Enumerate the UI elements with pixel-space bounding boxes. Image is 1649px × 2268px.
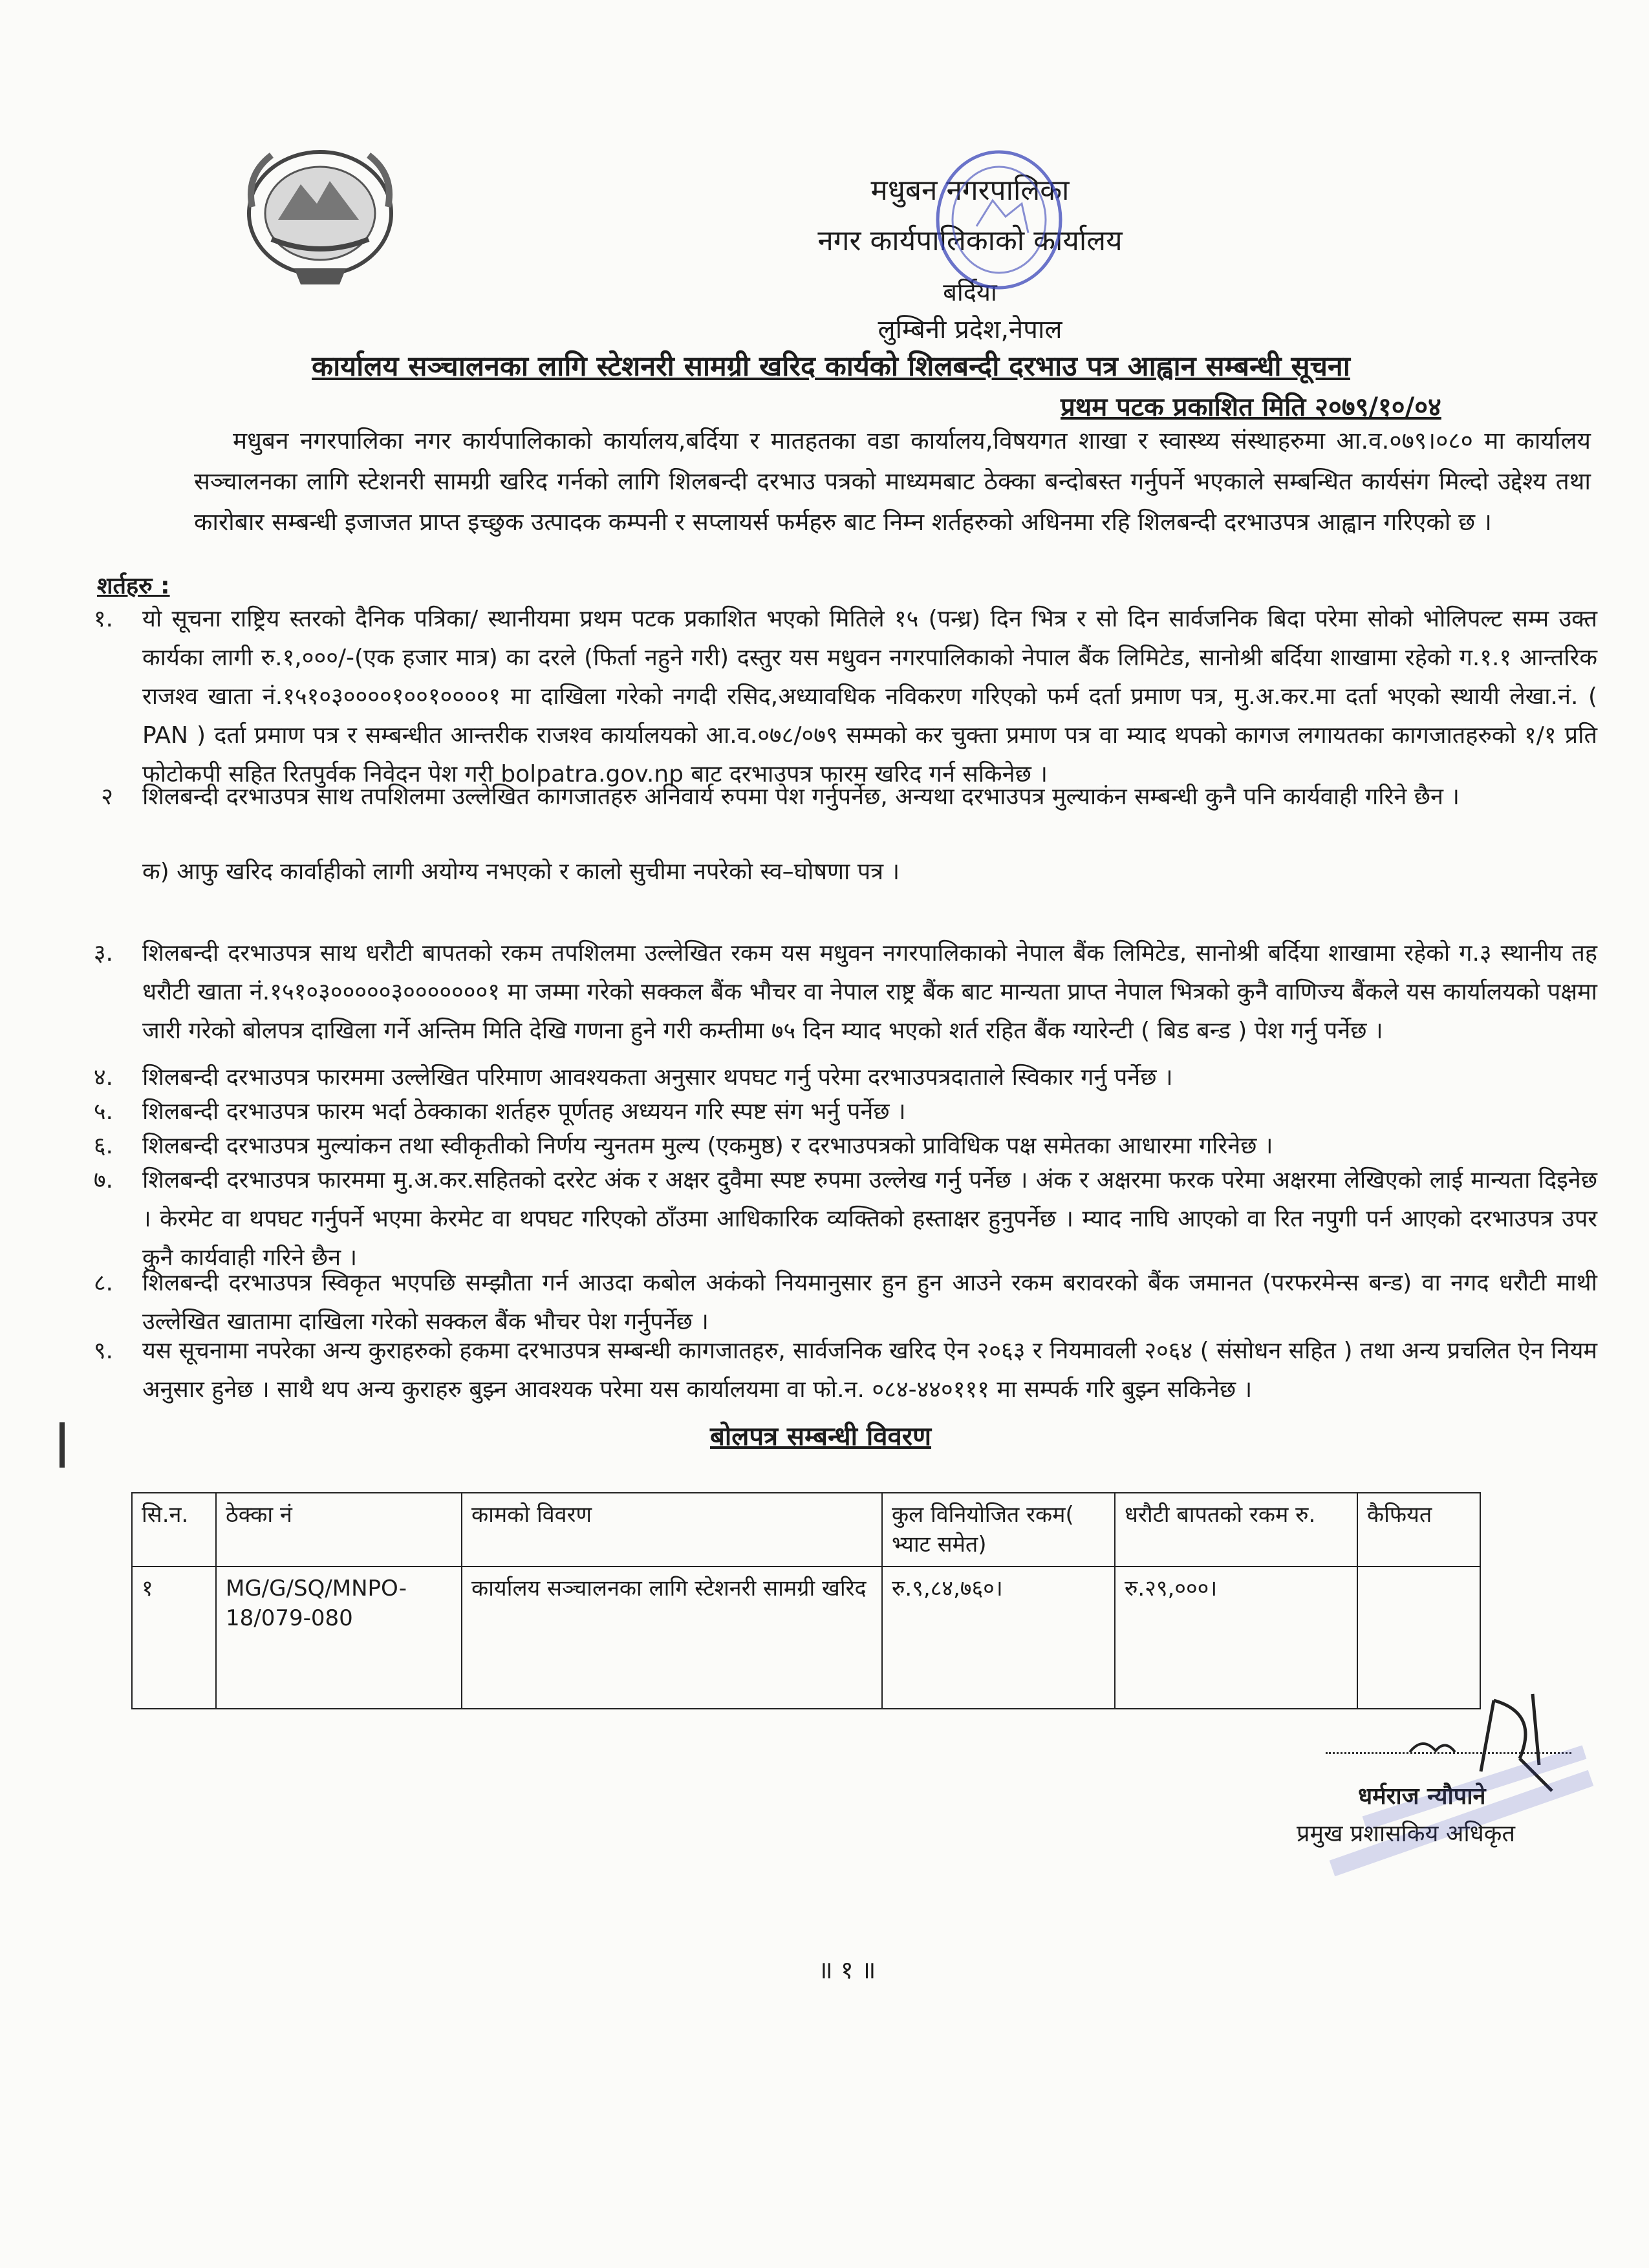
- term-text: शिलबन्दी दरभाउपत्र स्विकृत भएपछि सम्झौता गर्न आउदा कबोल अकंको नियमानुसार हुन हुन आउने रकम बरावरको बैंक जमानत (परफरमेन्स बन्ड) वा नगद धरौटी माथी उल्लेखित खातामा दाखिला गरेको सक्कल बैंक भौचर पेश गर्नुपर्नेछ ।: [142, 1270, 1597, 1335]
- office-name: मधुबन नगरपालिका: [870, 174, 1070, 207]
- term-number: ३.: [93, 940, 113, 967]
- term-number: १.: [93, 606, 113, 632]
- cell-contract-no: MG/G/SQ/MNPO-18/079-080: [216, 1567, 462, 1709]
- term-item: [101, 778, 1597, 817]
- term-text: यो सूचना राष्ट्रिय स्तरको दैनिक पत्रिका/ स्थानीयमा प्रथम पटक प्रकाशित भएको मितिले १५ (पन्ध्र) दिन भित्र र सो दिन सार्वजनिक बिदा परेमा सोको भोलिपल्ट सम्म उक्त कार्यका लागी रु.१,०००/-(एक हजार मात्र) का दरले (फिर्ता नहुने गरी) दस्तुर यस मधुवन नगरपालिकाको नेपाल बैंक लिमिटेड, सानोश्री बर्दिया शाखामा रहेको ग.१.१ आन्तरिक राजश्व खाता नं.१५१०३००००१००१००००१ मा दाखिला गरेको नगदी रसिद,अध्यावधिक नविकरण गरिएको फर्म दर्ता प्रमाण पत्र, मु.अ.कर.मा दर्ता भएको स्थायी लेखा.नं. ( PAN ) दर्ता प्रमाण पत्र र सम्बन्धीत आन्तरीक राजश्व कार्यालयको आ.व.०७८/०७९ सम्मको कर चुक्ता प्रमाण पत्र वा म्याद थपको कागज लगायतका कागजातहरुको १/१ प्रति फोटोकपी सहित रितपुर्वक निवेदन पेश गरी bolpatra.gov.np बाट दरभाउपत्र फारम खरिद गर्न सकिनेछ ।: [142, 606, 1597, 787]
- bid-details-table: [131, 1492, 1481, 1709]
- cell-serial: १: [132, 1567, 216, 1709]
- term-text: यस सूचनामा नपरेका अन्य कुराहरुको हकमा दरभाउपत्र सम्बन्धी कागजातहरु, सार्वजनिक खरिद ऐन २०६३ र नियमावली २०६४ ( संसोधन सहित ) तथा अन्य प्रचलित ऐन नियम अनुसार हुनेछ । साथै थप अन्य कुराहरु बुझ्न आवश्यक परेमा यस कार्यालयमा वा फो.न. ०८४-४४०१११ मा सम्पर्क गरि बुझ्न सकिनेछ ।: [142, 1338, 1597, 1403]
- term-item: [93, 1264, 1597, 1342]
- signer-name: धर्मराज न्यौपाने: [1358, 1783, 1486, 1810]
- district: बर्दिया: [943, 278, 997, 306]
- notice-title: कार्यालय सञ्चालनका लागि स्टेशनरी सामग्री खरिद कार्यको शिलबन्दी दरभाउ पत्र आह्वान सम्बन्धी सूचना: [312, 350, 1350, 383]
- term-text: शिलबन्दी दरभाउपत्र साथ तपशिलमा उल्लेखित कागजातहरु अनिवार्य रुपमा पेश गर्नुपर्नेछ, अन्यथा दरभाउपत्र मुल्याकंन सम्बन्धी कुनै पनि कार्यवाही गरिने छैन ।: [142, 784, 1460, 810]
- col-total-amount: कुल विनियोजित रकम( भ्याट समेत): [882, 1493, 1115, 1567]
- term-number: ८.: [93, 1270, 113, 1296]
- term-number: ९.: [93, 1338, 113, 1364]
- intro-paragraph: मधुबन नगरपालिका नगर कार्यपालिकाको कार्यालय,बर्दिया र मातहतका वडा कार्यालय,विषयगत शाखा र स्वास्थ्य संस्थाहरुमा आ.व.०७९।०८० मा कार्यालय सञ्चालनका लागि स्टेशनरी सामग्री खरिद गर्नको लागि शिलबन्दी दरभाउ पत्रको माध्यमबाट ठेक्का बन्दोबस्त गर्नुपर्ने भएकाले सम्बन्धित कार्यसंग मिल्दो उद्देश्य तथा कारोबार सम्बन्धी इजाजत प्राप्त इच्छुक उत्पादक कम्पनी र सप्लायर्स फर्महरु बाट निम्न शर्तहरुको अधिनमा रहि शिलबन्दी दरभाउपत्र आह्वान गरिएको छ ।: [194, 427, 1591, 536]
- term-text: शिलबन्दी दरभाउपत्र फारम भर्दा ठेक्काका शर्तहरु पूर्णतह अध्ययन गरि स्पष्ट संग भर्नु पर्नेछ ।: [142, 1098, 906, 1125]
- term-number: २: [101, 784, 113, 810]
- term-item: [93, 1093, 1597, 1131]
- signer-title: प्रमुख प्रशासकिय अधिकृत: [1297, 1821, 1515, 1847]
- table-header-row: [132, 1493, 1480, 1567]
- cell-deposit: रु.२९,०००।: [1115, 1567, 1357, 1709]
- col-serial: सि.न.: [132, 1493, 216, 1567]
- term-item: [93, 1127, 1597, 1166]
- office-stamp-icon: [931, 142, 1067, 330]
- terms-heading: शर्तहरु :: [97, 573, 170, 599]
- term-item: [93, 600, 1597, 794]
- term-text: शिलबन्दी दरभाउपत्र साथ धरौटी बापतको रकम तपशिलमा उल्लेखित रकम यस मधुवन नगरपालिकाको नेपाल बैंक लिमिटेड, सानोश्री बर्दिया शाखामा रहेको ग.३ स्थानीय तह धरौटी खाता नं.१५१०३०००००३०००००००१ मा जम्मा गरेको सक्कल बैंक भौचर वा नेपाल राष्ट्र बैंक बाट मान्यता प्राप्त नेपाल भित्रको कुनै वाणिज्य बैंकले यस कार्यालयको पक्षमा जारी गरेको बोलपत्र दाखिला गर्ने अन्तिम मिति देखि गणना हुने गरी कम्तीमा ७५ दिन म्याद भएको शर्त रहित बैंक ग्यारेन्टी ( बिड बन्ड ) पेश गर्नु पर्नेछ ।: [142, 940, 1597, 1044]
- term-text: शिलबन्दी दरभाउपत्र मुल्यांकन तथा स्वीकृतीको निर्णय न्युनतम मुल्य (एकमुष्ठ) र दरभाउपत्रको प्राविधिक पक्ष समेतका आधारमा गरिनेछ ।: [142, 1133, 1273, 1159]
- margin-mark: [59, 1422, 65, 1468]
- cell-total-amount: रु.९,८४,७६०।: [882, 1567, 1115, 1709]
- sub-item: क) आफु खरिद कार्वाहीको लागी अयोग्य नभएको र कालो सुचीमा नपरेको स्व–घोषणा पत्र ।: [142, 859, 900, 885]
- table-row: [132, 1567, 1480, 1709]
- col-remarks: कैफियत: [1357, 1493, 1480, 1567]
- term-item: [93, 934, 1597, 1051]
- bid-table-title: बोलपत्र सम्बन्धी विवरण: [710, 1422, 932, 1451]
- col-description: कामको विवरण: [462, 1493, 882, 1567]
- published-date: प्रथम पटक प्रकाशित मिति २०७९/१०/०४: [1061, 392, 1441, 422]
- page-number: ॥ १ ॥: [818, 1956, 876, 1984]
- col-contract-no: ठेक्का नं: [216, 1493, 462, 1567]
- term-item: [93, 1161, 1597, 1278]
- signer-stamp-icon: [1306, 1739, 1610, 1888]
- term-number: ६.: [93, 1133, 113, 1159]
- term-text: शिलबन्दी दरभाउपत्र फारममा उल्लेखित परिमाण आवश्यकता अनुसार थपघट गर्नु परेमा दरभाउपत्रदाताले स्विकार गर्नु पर्नेछ ।: [142, 1064, 1173, 1091]
- term-item: [93, 1058, 1597, 1097]
- nepal-emblem-icon: [233, 129, 407, 291]
- term-number: ५.: [93, 1098, 113, 1125]
- office-subtitle: नगर कार्यपालिकाको कार्यालय: [817, 224, 1123, 257]
- term-text: शिलबन्दी दरभाउपत्र फारममा मु.अ.कर.सहितको दररेट अंक र अक्षर दुवैमा स्पष्ट रुपमा उल्लेख गर्नु पर्नेछ । अंक र अक्षरमा फरक परेमा अक्षरमा लेखिएको लाई मान्यता दिइनेछ । केरमेट वा थपघट गर्नुपर्ने भएमा केरमेट वा थपघट गरिएको ठाँउमा आधिकारिक व्यक्तिको हस्ताक्षर हुनुपर्नेछ । म्याद नाघि आएको वा रित नपुगी पर्न आएको दरभाउपत्र उपर कुनै कार्यवाही गरिने छैन ।: [142, 1167, 1597, 1271]
- province: लुम्बिनी प्रदेश,नेपाल: [878, 315, 1062, 345]
- term-item: [93, 1332, 1597, 1409]
- term-number: ७.: [93, 1167, 113, 1193]
- cell-description: कार्यालय सञ्चालनका लागि स्टेशनरी सामग्री खरिद: [462, 1567, 882, 1709]
- col-deposit: धरौटी बापतको रकम रु.: [1115, 1493, 1357, 1567]
- term-number: ४.: [93, 1064, 113, 1091]
